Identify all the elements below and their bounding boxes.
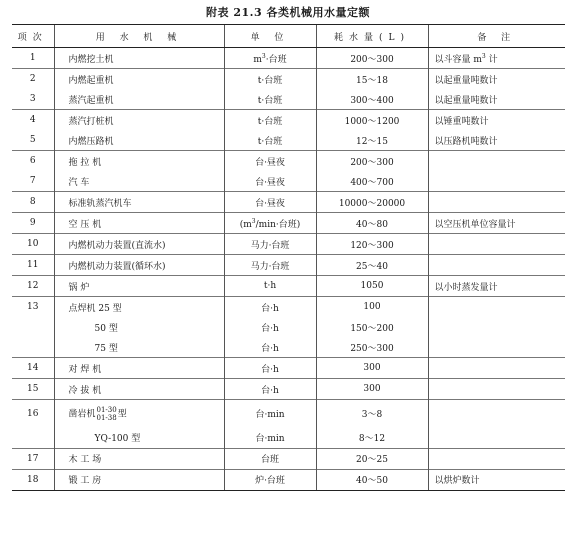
row-amount: 8～12 xyxy=(316,428,428,449)
row-machine: 内燃起重机 xyxy=(54,69,224,90)
row-amount: 120～300 xyxy=(316,234,428,255)
row-unit: 台·min xyxy=(224,400,316,428)
row-note: 以空压机单位容量计 xyxy=(428,213,565,234)
unit-text: (m xyxy=(239,219,252,230)
row-amount: 300 xyxy=(316,379,428,400)
row-machine: 冷 拔 机 xyxy=(54,379,224,400)
row-note xyxy=(428,317,565,337)
row-amount: 1000～1200 xyxy=(316,110,428,131)
header-no: 项次 xyxy=(12,25,54,48)
row-no: 11 xyxy=(12,255,54,276)
header-machine: 用 水 机 械 xyxy=(54,25,224,48)
row-no: 15 xyxy=(12,379,54,400)
row-no: 12 xyxy=(12,276,54,297)
row-machine: 木 工 场 xyxy=(54,448,224,469)
row-machine: 蒸汽打桩机 xyxy=(54,110,224,131)
row-no xyxy=(12,317,54,337)
row-machine: 蒸汽起重机 xyxy=(54,89,224,110)
note-text: 以斗容量 m xyxy=(434,54,482,65)
row-unit: t·h xyxy=(224,276,316,297)
row-amount: 200～300 xyxy=(316,151,428,172)
row-amount: 40～50 xyxy=(316,469,428,490)
row-note xyxy=(428,48,565,69)
row-no: 18 xyxy=(12,469,54,490)
row-note xyxy=(428,448,565,469)
table-row xyxy=(12,358,565,379)
row-amount: 150～200 xyxy=(316,317,428,337)
row-machine: 内燃压路机 xyxy=(54,130,224,151)
row-amount: 400～700 xyxy=(316,171,428,192)
row-machine: 拖 拉 机 xyxy=(54,151,224,172)
table-row xyxy=(12,469,565,490)
row-amount: 3～8 xyxy=(316,400,428,428)
table-row xyxy=(12,89,565,110)
table-row xyxy=(12,317,565,337)
row-unit: 台班 xyxy=(224,448,316,469)
row-amount: 20～25 xyxy=(316,448,428,469)
table-row xyxy=(12,428,565,449)
table-row xyxy=(12,192,565,213)
table-row xyxy=(12,337,565,358)
row-amount: 200～300 xyxy=(316,48,428,69)
table-row xyxy=(12,171,565,192)
row-note: 以小时蒸发量计 xyxy=(428,276,565,297)
row-no: 8 xyxy=(12,192,54,213)
table-row xyxy=(12,448,565,469)
row-note: 以压路机吨数计 xyxy=(428,130,565,151)
row-unit: t·台班 xyxy=(224,89,316,110)
row-note xyxy=(428,379,565,400)
row-note xyxy=(428,192,565,213)
row-machine: 锅 炉 xyxy=(54,276,224,297)
row-machine: 汽 车 xyxy=(54,171,224,192)
row-machine: 对 焊 机 xyxy=(54,358,224,379)
row-unit xyxy=(224,48,316,69)
row-no: 14 xyxy=(12,358,54,379)
row-no: 2 xyxy=(12,69,54,90)
row-unit: 炉·台班 xyxy=(224,469,316,490)
table-title: 附表 21.3 各类机械用水量定额 xyxy=(206,6,370,19)
table-row xyxy=(12,151,565,172)
row-unit: 台·昼夜 xyxy=(224,151,316,172)
row-no: 16 xyxy=(12,400,54,428)
row-no: 6 xyxy=(12,151,54,172)
row-machine: 内燃机动力装置(循环水) xyxy=(54,255,224,276)
row-no: 4 xyxy=(12,110,54,131)
unit-text-suffix: /min·台班) xyxy=(255,219,301,230)
row-unit: t·台班 xyxy=(224,69,316,90)
row-amount: 1050 xyxy=(316,276,428,297)
row-no: 3 xyxy=(29,94,36,104)
unit-superscript: 3 xyxy=(261,52,266,60)
row-no: 5 xyxy=(29,135,36,145)
row-machine: 锻 工 房 xyxy=(54,469,224,490)
row-note: 以起重量吨数计 xyxy=(428,89,565,110)
row-amount: 10000～20000 xyxy=(316,192,428,213)
table-row xyxy=(12,234,565,255)
row-machine: 空 压 机 xyxy=(54,213,224,234)
row-no xyxy=(12,337,54,358)
water-quota-table xyxy=(12,24,565,491)
model-bottom: 01-38 xyxy=(96,413,117,422)
row-machine: 50 型 xyxy=(54,317,224,337)
row-note xyxy=(428,255,565,276)
unit-text-suffix: ·台班 xyxy=(265,54,287,65)
row-no xyxy=(12,428,54,449)
row-no: 1 xyxy=(12,48,54,69)
row-unit: 台·h xyxy=(224,317,316,337)
row-amount: 250～300 xyxy=(316,337,428,358)
row-note: 以锤重吨数计 xyxy=(428,110,565,131)
header-row xyxy=(12,25,565,48)
table-row xyxy=(12,110,565,131)
row-amount: 12～15 xyxy=(316,130,428,151)
row-no: 10 xyxy=(12,234,54,255)
row-amount: 300 xyxy=(316,358,428,379)
row-unit: 台·h xyxy=(224,337,316,358)
table-row xyxy=(12,48,565,69)
row-note: 以起重量吨数计 xyxy=(428,69,565,90)
row-no: 7 xyxy=(29,176,36,186)
header-amount: 耗水量(L) xyxy=(316,25,428,48)
row-no: 13 xyxy=(12,297,54,318)
row-amount: 25～40 xyxy=(316,255,428,276)
row-amount: 100 xyxy=(316,297,428,318)
row-unit: 台·昼夜 xyxy=(224,192,316,213)
model-stack xyxy=(97,406,117,422)
row-unit: 台·h xyxy=(224,379,316,400)
row-no: 17 xyxy=(12,448,54,469)
row-unit: 台·min xyxy=(224,428,316,449)
row-machine: 标准轨蒸汽机车 xyxy=(54,192,224,213)
machine-suffix: 型 xyxy=(117,409,127,420)
row-unit: t·台班 xyxy=(224,110,316,131)
row-machine: 内燃挖土机 xyxy=(54,48,224,69)
row-unit: 台·昼夜 xyxy=(224,171,316,192)
table-row xyxy=(12,400,565,428)
row-amount: 40～80 xyxy=(316,213,428,234)
row-unit: 台·h xyxy=(224,358,316,379)
note-text-suffix: 计 xyxy=(485,54,498,65)
row-note xyxy=(428,428,565,449)
row-amount: 15～18 xyxy=(316,69,428,90)
table-row xyxy=(12,276,565,297)
row-note: 以烘炉数计 xyxy=(428,469,565,490)
machine-name: 凿岩机 xyxy=(68,409,96,420)
row-unit: 马力·台班 xyxy=(224,234,316,255)
row-no: 9 xyxy=(12,213,54,234)
row-note xyxy=(428,337,565,358)
model-top: 01-30 xyxy=(96,405,117,414)
table-row xyxy=(12,255,565,276)
unit-text: m xyxy=(253,54,262,65)
row-unit xyxy=(224,213,316,234)
row-unit: 台·h xyxy=(224,297,316,318)
row-note xyxy=(428,171,565,192)
row-machine: 内燃机动力装置(直流水) xyxy=(54,234,224,255)
row-note xyxy=(428,358,565,379)
row-machine xyxy=(54,400,224,428)
row-machine: 75 型 xyxy=(54,337,224,358)
note-superscript: 3 xyxy=(481,52,486,60)
unit-superscript: 3 xyxy=(251,217,256,225)
table-row xyxy=(12,213,565,234)
row-amount: 300～400 xyxy=(316,89,428,110)
row-note xyxy=(428,151,565,172)
table-row xyxy=(12,379,565,400)
row-machine: 点焊机 25 型 xyxy=(54,297,224,318)
row-unit: t·台班 xyxy=(224,130,316,151)
row-machine: YQ-100 型 xyxy=(54,428,224,449)
row-note xyxy=(428,234,565,255)
row-unit: 马力·台班 xyxy=(224,255,316,276)
table-row xyxy=(12,297,565,318)
table-row xyxy=(12,130,565,151)
table-row xyxy=(12,69,565,90)
row-note xyxy=(428,400,565,428)
header-unit: 单 位 xyxy=(224,25,316,48)
header-note: 备 注 xyxy=(428,25,565,48)
row-note xyxy=(428,297,565,318)
